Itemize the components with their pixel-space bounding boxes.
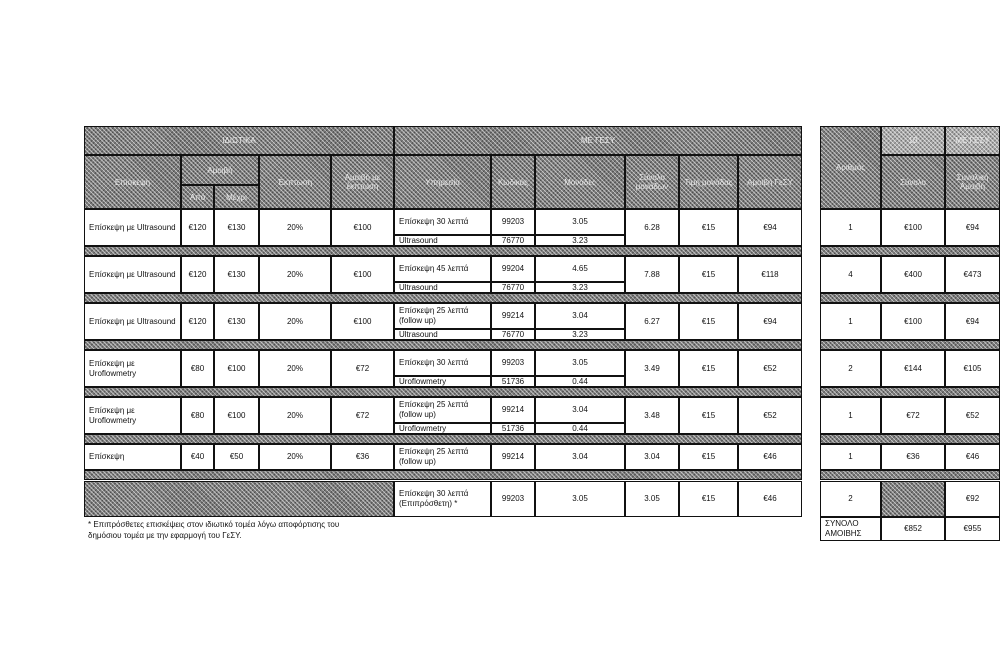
row-code-2: 76770 bbox=[491, 329, 535, 340]
row-service: Επίσκεψη 45 λεπτά bbox=[394, 256, 491, 282]
header-tot: Σύνολο μονάδων bbox=[625, 155, 679, 209]
row-unit-value: €15 bbox=[679, 350, 738, 387]
row-fee-from: €120 bbox=[181, 209, 214, 246]
row-units: 4.65 bbox=[535, 256, 625, 282]
row-fee-from: €40 bbox=[181, 444, 214, 470]
row-service-2: Uroflowmetry bbox=[394, 423, 491, 434]
row-total-units: 6.28 bbox=[625, 209, 679, 246]
row-discount: 20% bbox=[259, 444, 331, 470]
row-unit-value: €15 bbox=[679, 256, 738, 293]
row-separator-right bbox=[820, 387, 1000, 397]
row-blank-private bbox=[84, 481, 394, 517]
row-separator-right bbox=[820, 470, 1000, 480]
row-count: 2 bbox=[820, 481, 881, 517]
header-private-total: Σύνολο bbox=[881, 155, 945, 209]
row-code-2: 76770 bbox=[491, 282, 535, 293]
header-fee-from: Από bbox=[181, 185, 214, 209]
row-fee-to: €100 bbox=[214, 397, 259, 434]
row-net-fee: €100 bbox=[331, 256, 394, 293]
row-fee-to: €130 bbox=[214, 209, 259, 246]
row-units: 3.04 bbox=[535, 397, 625, 423]
row-net-fee: €72 bbox=[331, 397, 394, 434]
row-separator-right bbox=[820, 434, 1000, 444]
row-code: 99203 bbox=[491, 209, 535, 235]
row-service-2: Ultrasound bbox=[394, 235, 491, 246]
row-total-units: 3.48 bbox=[625, 397, 679, 434]
row-gesy-total: €52 bbox=[945, 397, 1000, 434]
row-separator-right bbox=[820, 293, 1000, 303]
row-service: Επίσκεψη 25 λεπτά (follow up) bbox=[394, 444, 491, 470]
row-gesy-fee: €52 bbox=[738, 350, 802, 387]
row-visit: Επίσκεψη με Uroflowmetry bbox=[84, 397, 181, 434]
row-service: Επίσκεψη 30 λεπτά bbox=[394, 350, 491, 376]
row-gesy-total: €92 bbox=[945, 481, 1000, 517]
row-count: 1 bbox=[820, 397, 881, 434]
row-gesy-total: €94 bbox=[945, 303, 1000, 340]
group-header-private: ΙΔΙΩΤΙΚΑ bbox=[84, 126, 394, 155]
header-uv: Τιμή μονάδας bbox=[679, 155, 738, 209]
row-private-total: €400 bbox=[881, 256, 945, 293]
row-service: Επίσκεψη 25 λεπτά (follow up) bbox=[394, 303, 491, 329]
row-code-2: 51736 bbox=[491, 423, 535, 434]
row-code-2: 51736 bbox=[491, 376, 535, 387]
row-fee-to: €130 bbox=[214, 303, 259, 340]
totals-gesy: €955 bbox=[945, 517, 1000, 541]
row-gesy-total: €473 bbox=[945, 256, 1000, 293]
row-net-fee: €36 bbox=[331, 444, 394, 470]
footnote-line-2: δημόσιου τομέα με την εφαρμογή του ΓεΣΥ. bbox=[88, 531, 242, 540]
row-separator bbox=[84, 470, 802, 480]
row-units-2: 0.44 bbox=[535, 423, 625, 434]
row-separator bbox=[84, 434, 802, 444]
row-gesy-total: €94 bbox=[945, 209, 1000, 246]
row-unit-value: €15 bbox=[679, 397, 738, 434]
row-units-2: 3.23 bbox=[535, 282, 625, 293]
row-gesy-fee: €94 bbox=[738, 209, 802, 246]
row-gesy-total: €46 bbox=[945, 444, 1000, 470]
row-units: 3.05 bbox=[535, 481, 625, 517]
row-service: Επίσκεψη 25 λεπτά (follow up) bbox=[394, 397, 491, 423]
header-gesy-total: ΜΕ ΓΕΣΥ bbox=[945, 126, 1000, 155]
row-separator bbox=[84, 293, 802, 303]
row-gesy-fee: €118 bbox=[738, 256, 802, 293]
row-fee-from: €120 bbox=[181, 256, 214, 293]
row-visit: Επίσκεψη bbox=[84, 444, 181, 470]
row-unit-value: €15 bbox=[679, 481, 738, 517]
row-separator-right bbox=[820, 340, 1000, 350]
row-net-fee: €100 bbox=[331, 209, 394, 246]
row-private-total: €100 bbox=[881, 303, 945, 340]
header-fee: Αμοιβή ΓεΣΥ bbox=[738, 155, 802, 209]
row-net-fee: €72 bbox=[331, 350, 394, 387]
row-gesy-fee: €94 bbox=[738, 303, 802, 340]
row-private-total: €36 bbox=[881, 444, 945, 470]
row-total-units: 3.05 bbox=[625, 481, 679, 517]
row-gesy-fee: €46 bbox=[738, 481, 802, 517]
row-service-2: Ultrasound bbox=[394, 329, 491, 340]
row-code: 99203 bbox=[491, 350, 535, 376]
row-service: Επίσκεψη 30 λεπτά bbox=[394, 209, 491, 235]
footnote-line-1: * Επιπρόσθετες επισκέψεις στον ιδιωτικό τομέα λόγω αποφόρτισης του bbox=[88, 520, 340, 529]
row-private-total: €100 bbox=[881, 209, 945, 246]
header-disc: Έκπτωση bbox=[259, 155, 331, 209]
row-total-units: 7.88 bbox=[625, 256, 679, 293]
header-count: Αριθμός bbox=[820, 126, 881, 209]
row-visit: Επίσκεψη με Ultrasound bbox=[84, 303, 181, 340]
row-code: 99214 bbox=[491, 397, 535, 423]
row-fee-to: €130 bbox=[214, 256, 259, 293]
row-private-total: €72 bbox=[881, 397, 945, 434]
row-discount: 20% bbox=[259, 209, 331, 246]
header-net: Αμοιβή με έκπτωση bbox=[331, 155, 394, 209]
totals-label: ΣΥΝΟΛΟ ΑΜΟΙΒΗΣ bbox=[820, 517, 881, 541]
group-header-gesy: ΜΕ ΓΕΣΥ bbox=[394, 126, 802, 155]
row-service-2: Ultrasound bbox=[394, 282, 491, 293]
row-units-2: 3.23 bbox=[535, 329, 625, 340]
row-net-fee: €100 bbox=[331, 303, 394, 340]
row-fee-from: €120 bbox=[181, 303, 214, 340]
header-fee: Αμοιβή bbox=[181, 155, 259, 185]
row-gesy-fee: €52 bbox=[738, 397, 802, 434]
row-fee-from: €80 bbox=[181, 350, 214, 387]
row-code-2: 76770 bbox=[491, 235, 535, 246]
row-code: 99203 bbox=[491, 481, 535, 517]
row-visit: Επίσκεψη με Uroflowmetry bbox=[84, 350, 181, 387]
row-private-total-blank bbox=[881, 481, 945, 517]
row-units-2: 0.44 bbox=[535, 376, 625, 387]
row-units: 3.04 bbox=[535, 303, 625, 329]
row-count: 1 bbox=[820, 444, 881, 470]
row-service: Επίσκεψη 30 λεπτά (Επιπρόσθετη) * bbox=[394, 481, 491, 517]
row-fee-from: €80 bbox=[181, 397, 214, 434]
row-count: 1 bbox=[820, 209, 881, 246]
row-unit-value: €15 bbox=[679, 209, 738, 246]
row-units: 3.05 bbox=[535, 350, 625, 376]
header-fee-to: Μέχρι bbox=[214, 185, 259, 209]
row-discount: 20% bbox=[259, 397, 331, 434]
row-separator bbox=[84, 387, 802, 397]
totals-private: €852 bbox=[881, 517, 945, 541]
row-discount: 20% bbox=[259, 303, 331, 340]
row-units: 3.05 bbox=[535, 209, 625, 235]
row-unit-value: €15 bbox=[679, 303, 738, 340]
row-visit: Επίσκεψη με Ultrasound bbox=[84, 256, 181, 293]
row-count: 1 bbox=[820, 303, 881, 340]
row-count: 4 bbox=[820, 256, 881, 293]
header-svc: Υπηρεσία bbox=[394, 155, 491, 209]
row-gesy-fee: €46 bbox=[738, 444, 802, 470]
row-visit: Επίσκεψη με Ultrasound bbox=[84, 209, 181, 246]
row-total-units: 6.27 bbox=[625, 303, 679, 340]
row-discount: 20% bbox=[259, 350, 331, 387]
row-fee-to: €50 bbox=[214, 444, 259, 470]
row-discount: 20% bbox=[259, 256, 331, 293]
header-code: Κωδικός bbox=[491, 155, 535, 209]
row-total-units: 3.04 bbox=[625, 444, 679, 470]
row-total-units: 3.49 bbox=[625, 350, 679, 387]
row-count: 2 bbox=[820, 350, 881, 387]
row-separator bbox=[84, 246, 802, 256]
row-separator bbox=[84, 340, 802, 350]
row-code: 99204 bbox=[491, 256, 535, 282]
row-gesy-total: €105 bbox=[945, 350, 1000, 387]
header-10: 10 bbox=[881, 126, 945, 155]
row-separator-right bbox=[820, 246, 1000, 256]
header-units: Μονάδες bbox=[535, 155, 625, 209]
row-units: 3.04 bbox=[535, 444, 625, 470]
row-fee-to: €100 bbox=[214, 350, 259, 387]
row-code: 99214 bbox=[491, 444, 535, 470]
header-gesy-sub: Συνολική Αμοιβή bbox=[945, 155, 1000, 209]
header-visit: Επίσκεψη bbox=[84, 155, 181, 209]
row-code: 99214 bbox=[491, 303, 535, 329]
row-unit-value: €15 bbox=[679, 444, 738, 470]
row-units-2: 3.23 bbox=[535, 235, 625, 246]
row-private-total: €144 bbox=[881, 350, 945, 387]
row-service-2: Uroflowmetry bbox=[394, 376, 491, 387]
